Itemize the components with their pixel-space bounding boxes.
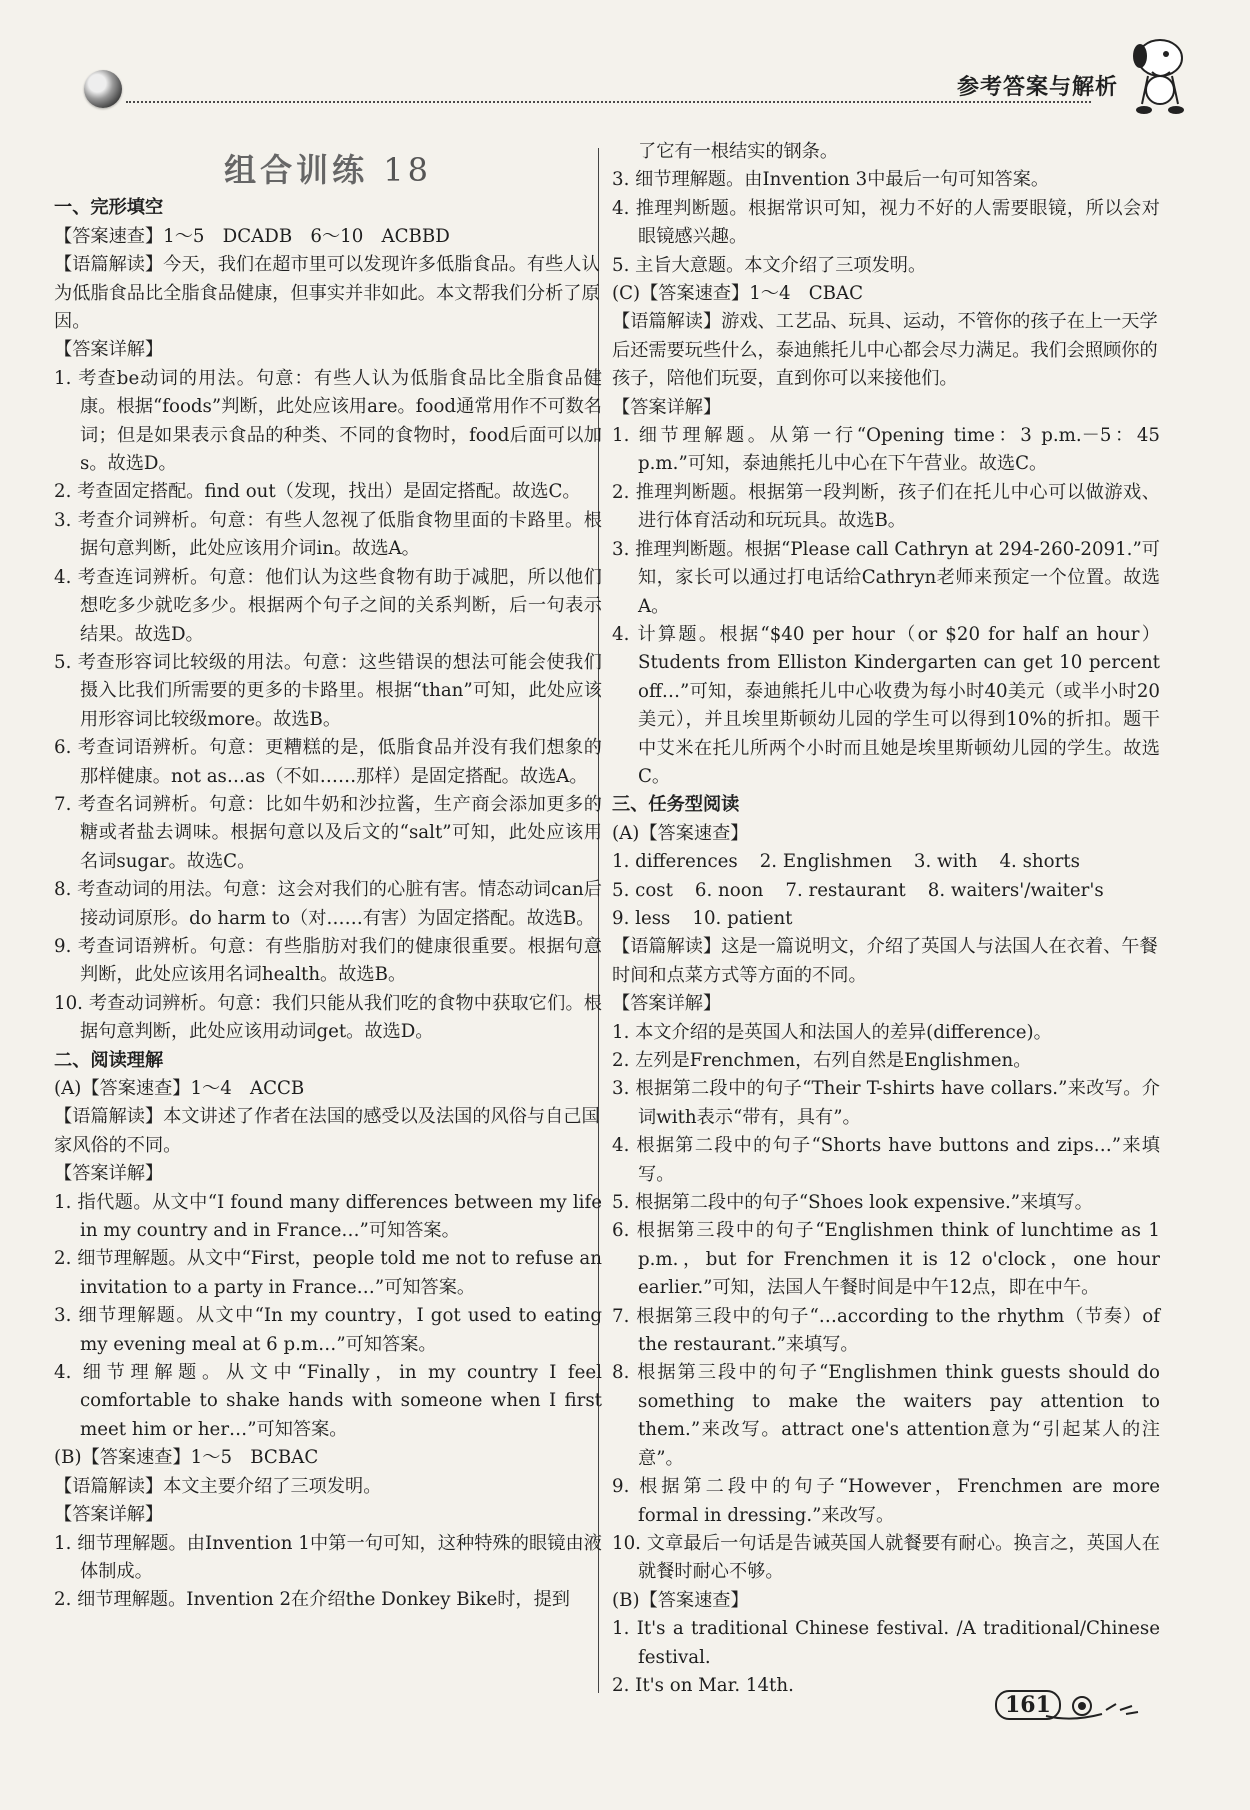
section-heading: 三、任务型阅读 <box>612 794 740 816</box>
explanation-item: 3. 细节理解题。从文中“In my country，I got used to eating my evening meal at 6 p.m…”可知答案。 <box>54 1305 602 1355</box>
answer-summary: 【答案速查】1～5 DCADB 6～10 ACBBD <box>54 225 450 247</box>
explanation-item: 2. 细节理解题。从文中“First，people told me not to refuse an invitation to a party in France…”可知答案。 <box>54 1248 602 1298</box>
continued-text: 了它有一根结实的钢条。 <box>638 141 839 162</box>
section-heading: 二、阅读理解 <box>54 1049 164 1071</box>
explanation-item: 8. 根据第三段中的句子“Englishmen think guests should do something to make the waiters pay attention to them.”来改写。attract one's attention意为“引起某人的注意”。 <box>612 1362 1160 1469</box>
answer-summary: (B)【答案速查】1～5 BCBAC <box>54 1447 319 1469</box>
explanation-item: 2. 左列是Frenchmen，右列自然是Englishmen。 <box>612 1050 1032 1071</box>
answer-cell: 10. patient <box>692 907 793 929</box>
explanation-item: 4. 细节理解题。从文中“Finally，in my country I feel comfortable to shake hands with someone when I first meet him or her…”可知答案。 <box>54 1362 602 1440</box>
explanation-item: 1. 考查be动词的用法。句意：有些人认为低脂食品比全脂食品健康。根据“foods”判断，此处应该用are。food通常用作不可数名词；但是如果表示食品的种类、不同的食物时，food后面可以加s。故选D。 <box>54 367 602 475</box>
explanation-item: 3. 推理判断题。根据“Please call Cathryn at 294-260-2091.”可知，家长可以通过打电话给Cathryn老师来预定一个位置。故选A。 <box>612 538 1160 617</box>
section-heading: 一、完形填空 <box>54 197 164 219</box>
answer-summary: (C)【答案速查】1～4 CBAC <box>612 283 864 305</box>
detail-heading: 【答案详解】 <box>54 1504 164 1526</box>
mascot-icon <box>1122 28 1198 120</box>
passage-summary: 【语篇解读】本文主要介绍了三项发明。 <box>54 1475 382 1497</box>
left-column <box>54 150 602 1615</box>
answer-summary: (B)【答案速查】 <box>612 1589 749 1611</box>
explanation-item: 2. 推理判断题。根据第一段判断，孩子们在托儿中心可以做游戏、进行体育活动和玩玩具。故选B。 <box>612 481 1160 532</box>
answer-cell: 4. shorts <box>999 851 1080 873</box>
explanation-item: 7. 根据第三段中的句子“…according to the rhythm（节奏）of the restaurant.”来填写。 <box>612 1305 1160 1356</box>
page-title: 组合训练 18 <box>224 151 432 189</box>
explanation-item: 10. 考查动词辨析。句意：我们只能从我们吃的食物中获取它们。根据句意判断，此处应该用动词get。故选D。 <box>54 992 602 1043</box>
explanation-item: 9. 根据第二段中的句子“However，Frenchmen are more formal in dressing.”来改写。 <box>612 1476 1160 1526</box>
page-header <box>0 0 1250 140</box>
explanation-item: 4. 计算题。根据“$40 per hour（or $20 for half an hour）Students from Elliston Kindergarten can get 10 percent off…”可知，泰迪熊托儿中心收费为每小时40美元（或半小时20美元），并且埃里斯顿幼儿园的学生可以得到10%的折扣。题干中艾米在托儿所两个小时而且她是埃里斯顿幼儿园的学生。故选C。 <box>612 623 1160 787</box>
ball-icon <box>84 70 122 108</box>
passage-summary: 【语篇解读】本文讲述了作者在法国的感受以及法国的风俗与自己国家风俗的不同。 <box>54 1106 600 1156</box>
explanation-item: 8. 考查动词的用法。句意：这会对我们的心脏有害。情态动词can后接动词原形。do harm to（对……有害）为固定搭配。故选B。 <box>54 879 602 929</box>
answer-cell: 2. Englishmen <box>759 851 892 873</box>
snail-decoration-icon <box>1042 1686 1142 1724</box>
explanation-item: 5. 考查形容词比较级的用法。句意：这些错误的想法可能会使我们摄入比我们所需要的更多的卡路里。根据“than”可知，此处应该用形容词比较级more。故选B。 <box>54 651 602 730</box>
explanation-item: 6. 根据第三段中的句子“Englishmen think of lunchtime as 1 p.m.，but for Frenchmen it is 12 o'clock，one hour earlier.”可知，法国人午餐时间是中午12点，即在中午。 <box>612 1220 1160 1299</box>
answer-cell: 1. differences <box>612 851 738 873</box>
answer-cell: 7. restaurant <box>785 879 906 901</box>
explanation-item: 5. 主旨大意题。本文介绍了三项发明。 <box>612 254 927 276</box>
explanation-item: 1. It's a traditional Chinese festival. /A traditional/Chinese festival. <box>612 1618 1160 1668</box>
explanation-item: 6. 考查词语辨析。句意：更糟糕的是，低脂食品并没有我们想象的那样健康。not as…as（不如……那样）是固定搭配。故选A。 <box>54 737 602 787</box>
explanation-item: 4. 推理判断题。根据常识可知，视力不好的人需要眼镜，所以会对眼镜感兴趣。 <box>612 197 1160 248</box>
explanation-item: 3. 细节理解题。由Invention 3中最后一句可知答案。 <box>612 169 1050 191</box>
explanation-item: 2. It's on Mar. 14th. <box>612 1674 794 1696</box>
answer-summary: (A)【答案速查】1～4 ACCB <box>54 1078 305 1099</box>
explanation-item: 4. 根据第二段中的句子“Shorts have buttons and zips…”来填写。 <box>612 1135 1160 1185</box>
answer-summary: (A)【答案速查】 <box>612 822 749 844</box>
detail-heading: 【答案详解】 <box>54 339 164 361</box>
explanation-item: 1. 指代题。从文中“I found many differences between my life in my country and in France…”可知答案。 <box>54 1191 602 1242</box>
explanation-item: 2. 考查固定搭配。find out（发现，找出）是固定搭配。故选C。 <box>54 481 581 503</box>
answer-row <box>612 905 1160 933</box>
header-title: 参考答案与解析 <box>956 75 1118 100</box>
answer-cell: 8. waiters'/waiter's <box>927 879 1104 901</box>
explanation-item: 5. 根据第二段中的句子“Shoes look expensive.”来填写。 <box>612 1192 1093 1214</box>
explanation-item: 2. 细节理解题。Invention 2在介绍the Donkey Bike时，提到 <box>54 1589 570 1611</box>
explanation-item: 1. 本文介绍的是英国人和法国人的差异(difference)。 <box>612 1021 1052 1043</box>
answer-row <box>612 877 1160 905</box>
header-rule <box>126 101 1091 103</box>
explanation-item: 10. 文章最后一句话是告诫英国人就餐要有耐心。换言之，英国人在就餐时耐心不够。 <box>612 1532 1160 1583</box>
explanation-item: 9. 考查词语辨析。句意：有些脂肪对我们的健康很重要。根据句意判断，此处应该用名词health。故选B。 <box>54 935 602 986</box>
answer-row <box>612 848 1160 876</box>
explanation-item: 3. 考查介词辨析。句意：有些人忽视了低脂食物里面的卡路里。根据句意判断，此处应该用介词in。故选A。 <box>54 509 602 560</box>
explanation-item: 1. 细节理解题。由Invention 1中第一句可知，这种特殊的眼镜由液体制成。 <box>54 1532 602 1582</box>
page-number: 161 <box>995 1690 1061 1720</box>
answer-cell: 6. noon <box>694 879 764 901</box>
explanation-item: 7. 考查名词辨析。句意：比如牛奶和沙拉酱，生产商会添加更多的糖或者盐去调味。根据句意以及后文的“salt”可知，此处应该用名词sugar。故选C。 <box>54 793 602 872</box>
detail-heading: 【答案详解】 <box>612 396 722 418</box>
detail-heading: 【答案详解】 <box>612 993 722 1015</box>
answer-cell: 5. cost <box>612 879 673 901</box>
passage-summary: 【语篇解读】这是一篇说明文，介绍了英国人与法国人在衣着、午餐时间和点菜方式等方面的不同。 <box>612 936 1158 986</box>
passage-summary: 【语篇解读】今天，我们在超市里可以发现许多低脂食品。有些人认为低脂食品比全脂食品健康，但事实并非如此。本文帮我们分析了原因。 <box>54 254 600 333</box>
answer-cell: 3. with <box>913 851 978 873</box>
right-column <box>612 138 1160 1700</box>
answer-cell: 9. less <box>612 907 671 929</box>
explanation-item: 1. 细节理解题。从第一行“Opening time：3 p.m.－5：45 p.m.”可知，泰迪熊托儿中心在下午营业。故选C。 <box>612 425 1160 475</box>
explanation-item: 4. 考查连词辨析。句意：他们认为这些食物有助于减肥，所以他们想吃多少就吃多少。根据两个句子之间的关系判断，后一句表示结果。故选D。 <box>54 566 602 645</box>
explanation-item: 3. 根据第二段中的句子“Their T-shirts have collars.”来改写。介词with表示“带有，具有”。 <box>612 1078 1160 1128</box>
passage-summary: 【语篇解读】游戏、工艺品、玩具、运动，不管你的孩子在上一天学后还需要玩些什么，泰迪熊托儿中心都会尽力满足。我们会照顾你的孩子，陪他们玩耍，直到你可以来接他们。 <box>612 311 1158 390</box>
detail-heading: 【答案详解】 <box>54 1163 164 1185</box>
